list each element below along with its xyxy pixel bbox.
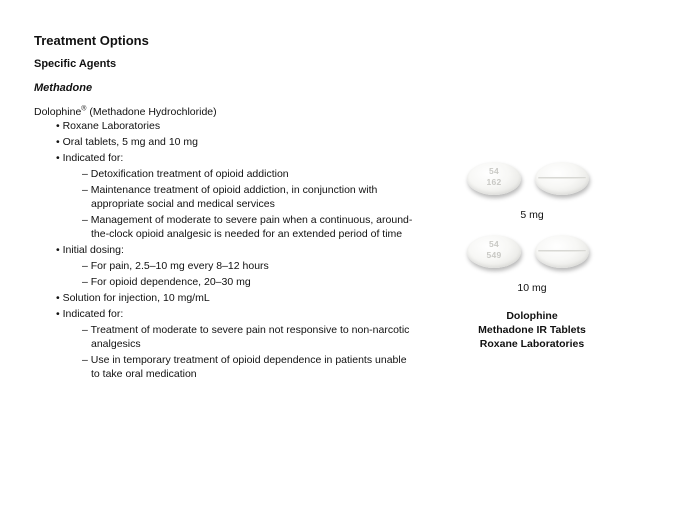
sub-bullet-item: – Maintenance treatment of opioid addiction, in conjunction with appropriate social and medical services xyxy=(82,184,378,210)
tablet-10mg-label: 10 mg xyxy=(517,282,547,294)
trademark-symbol: ® xyxy=(81,105,87,113)
sub-bullet-item: – Management of moderate to severe pain when a continuous, around-the-clock opioid analgesic is needed for an extended period of time xyxy=(82,214,413,240)
agent-details xyxy=(34,105,414,383)
bullet-item: • Solution for injection, 10 mg/mL xyxy=(56,292,210,304)
brand-line xyxy=(34,105,414,119)
tablet-5mg-label: 5 mg xyxy=(520,209,544,221)
bullet-item: • Initial dosing: xyxy=(56,244,124,256)
tablet-5mg-imprint-top: 54 xyxy=(488,166,500,176)
section-subheading: Specific Agents xyxy=(34,58,117,70)
agent-name: Methadone xyxy=(34,82,93,94)
tablet-score-line xyxy=(538,177,586,179)
tablet-10mg-scored xyxy=(535,235,589,268)
sub-bullet-item: – For opioid dependence, 20–30 mg xyxy=(82,276,251,288)
sub-bullet-item: – Treatment of moderate to severe pain not responsive to non-narcotic analgesics xyxy=(82,324,410,350)
bullet-item: • Oral tablets, 5 mg and 10 mg xyxy=(56,136,198,148)
tablet-score-line xyxy=(538,250,586,252)
tablet-10mg-imprinted xyxy=(467,235,521,268)
tablet-10mg-imprint-top: 54 xyxy=(488,239,500,249)
sub-bullet-item: – For pain, 2.5–10 mg every 8–12 hours xyxy=(82,260,269,272)
brand-name: Dolophine xyxy=(34,106,82,118)
tablet-10mg-imprint-bottom: 549 xyxy=(486,250,502,260)
tablet-5mg-imprint-bottom: 162 xyxy=(486,177,502,187)
product-manufacturer: Roxane Laboratories xyxy=(479,338,585,350)
product-brand: Dolophine xyxy=(506,310,558,322)
tablet-5mg-imprinted xyxy=(467,162,521,195)
product-caption xyxy=(452,309,612,351)
bullet-item: • Roxane Laboratories xyxy=(56,120,161,132)
tablet-5mg-scored xyxy=(535,162,589,195)
detail-list xyxy=(34,119,414,381)
product-description: Methadone IR Tablets xyxy=(478,324,586,336)
bullet-item: • Indicated for: xyxy=(56,308,124,320)
sub-bullet-item: – Detoxification treatment of opioid addiction xyxy=(82,168,289,180)
bullet-item: • Indicated for: xyxy=(56,152,124,164)
page-heading: Treatment Options xyxy=(34,33,149,48)
sub-bullet-item: – Use in temporary treatment of opioid dependence in patients unable to take oral medication xyxy=(82,354,407,380)
brand-generic-name: (Methadone Hydrochloride) xyxy=(86,106,217,118)
